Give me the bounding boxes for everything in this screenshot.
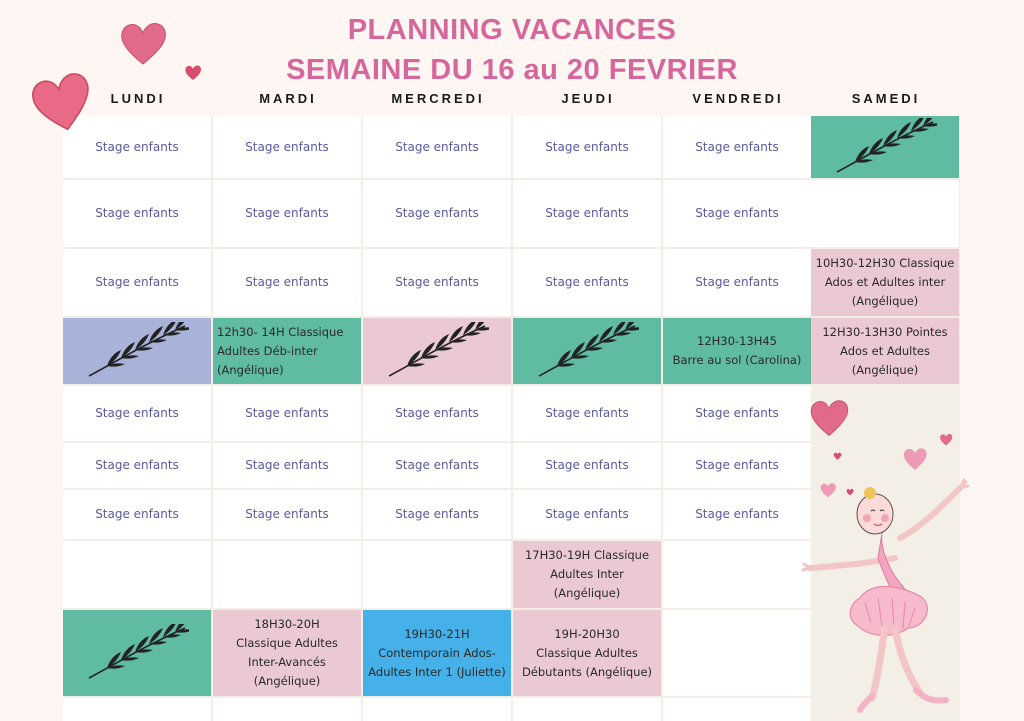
class-slot-line: Inter-Avancés [248,655,326,669]
class-slot-line: Barre au sol (Carolina) [672,353,802,367]
schedule-cell-mardi [213,116,361,178]
day-header-vendredi: VENDREDI [692,91,784,106]
schedule-cell-mardi [213,180,361,247]
page-title: PLANNING VACANCES [347,14,677,46]
class-slot-line: (Angélique) [253,674,321,688]
decorative-cell-samedi [811,116,959,178]
schedule-cell-mardi [213,443,361,488]
class-slot-line: (Angélique) [217,362,284,377]
stage-label: Stage enfants [545,275,629,289]
heart-icon [902,446,928,472]
empty-cell-mardi [213,541,361,608]
schedule-cell-vendredi [663,443,811,488]
schedule-cell-vendredi [663,249,811,316]
heart-icon [833,452,842,460]
schedule-cell-mardi [213,490,361,539]
leaf-branch-icon [535,322,639,380]
empty-cell-lundi [63,698,211,721]
class-slot-line: Ados et Adultes [840,343,930,358]
schedule-cell-jeudi [513,443,661,488]
stage-label: Stage enfants [245,206,329,220]
class-slot-line: Classique Adultes [236,636,338,650]
schedule-cell-vendredi [663,490,811,539]
empty-cell-jeudi [513,698,661,721]
schedule-cell-jeudi [513,490,661,539]
class-slot-mardi-midi [213,318,361,384]
stage-label: Stage enfants [695,458,779,472]
stage-label: Stage enfants [395,458,479,472]
empty-cell-vendredi [663,610,811,696]
decorative-cell-lundi [63,318,211,384]
stage-label: Stage enfants [245,406,329,420]
class-slot-mardi-soir [213,610,361,696]
heart-icon [184,64,202,81]
schedule-cell-jeudi [513,180,661,247]
class-slot-line: 17H30-19H Classique [524,548,650,562]
schedule-cell-mercredi [363,180,511,247]
class-slot-line: (Angélique) [553,586,621,600]
stage-label: Stage enfants [695,507,779,521]
class-slot-line: 12h30- 14H Classique [217,324,344,339]
schedule-cell-lundi [63,249,211,316]
schedule-cell-mercredi [363,443,511,488]
stage-label: Stage enfants [95,406,179,420]
decorative-cell-mercredi [363,318,511,384]
class-slot-line: 12H30-13H45 [697,334,777,348]
empty-cell-lundi [63,541,211,608]
stage-label: Stage enfants [695,139,779,154]
class-slot-vendredi-midi [663,318,811,384]
schedule-cell-mercredi [363,249,511,316]
class-slot-line: Ados et Adultes inter [824,275,946,289]
leaf-branch-icon [385,322,489,380]
schedule-cell-vendredi [663,116,811,178]
schedule-cell-lundi [63,386,211,441]
class-slot-samedi-matin [811,249,959,316]
heart-icon [939,433,953,446]
stage-label: Stage enfants [695,275,779,289]
class-slot-line: 19H-20H30 [554,626,620,641]
class-slot-line: Adultes Inter 1 (Juliette) [368,664,506,679]
stage-label: Stage enfants [245,139,329,154]
class-slot-jeudi-soir [513,610,661,696]
schedule-cell-mercredi [363,116,511,178]
stage-label: Stage enfants [95,139,179,154]
day-header-mercredi: MERCREDI [391,91,485,106]
schedule-cell-mercredi [363,386,511,441]
schedule-cell-mercredi [363,490,511,539]
stage-label: Stage enfants [395,139,479,154]
stage-label: Stage enfants [245,275,329,289]
leaf-branch-icon [85,322,189,380]
schedule-cell-lundi [63,180,211,247]
stage-label: Stage enfants [395,275,479,289]
stage-label: Stage enfants [395,206,479,220]
stage-label: Stage enfants [695,406,779,420]
schedule-cell-jeudi [513,249,661,316]
stage-label: Stage enfants [395,406,479,420]
class-slot-line: 19H30-21H [404,626,470,641]
empty-cell-vendredi [663,698,811,721]
schedule-cell-jeudi [513,386,661,441]
stage-label: Stage enfants [95,206,179,220]
day-header-jeudi: JEUDI [561,91,615,106]
class-slot-line: (Angélique) [851,362,919,377]
leaf-branch-icon [833,118,937,176]
stage-label: Stage enfants [545,139,629,154]
schedule-cell-mardi [213,249,361,316]
class-slot-line: 10H30-12H30 Classique [815,256,955,270]
heart-icon [808,394,850,440]
schedule-cell-mardi [213,386,361,441]
class-slot-line: Classique Adultes [536,645,638,660]
stage-label: Stage enfants [245,507,329,521]
schedule-cell-vendredi [663,180,811,247]
stage-label: Stage enfants [95,458,179,472]
schedule-cell-lundi [63,443,211,488]
stage-label: Stage enfants [545,206,629,220]
stage-label: Stage enfants [245,458,329,472]
class-slot-line: 18H30-20H [254,617,320,631]
empty-cell-mercredi [363,541,511,608]
schedule-cell-jeudi [513,116,661,178]
stage-label: Stage enfants [545,406,629,420]
class-slot-line: Débutants (Angélique) [521,664,653,679]
heart-icon [118,20,168,66]
class-slot-line: (Angélique) [851,294,919,308]
stage-label: Stage enfants [695,206,779,220]
class-slot-mercredi-soir [363,610,511,696]
empty-cell-mercredi [363,698,511,721]
stage-label: Stage enfants [95,275,179,289]
empty-cell-vendredi [663,541,811,608]
schedule-cell-lundi [63,490,211,539]
day-header-samedi: SAMEDI [851,91,921,106]
decorative-cell-lundi [63,610,211,696]
page-subtitle: SEMAINE DU 16 au 20 FEVRIER [286,54,738,86]
class-slot-line: Contemporain Ados- [378,645,496,660]
decorative-cell-jeudi [513,318,661,384]
class-slot-samedi-midi [811,318,959,384]
empty-cell-mardi [213,698,361,721]
stage-label: Stage enfants [545,458,629,472]
leaf-branch-icon [85,624,189,682]
heart-icon [30,70,94,136]
class-slot-jeudi-17h [513,541,661,608]
class-slot-line: Adultes Inter [550,567,624,581]
stage-label: Stage enfants [545,507,629,521]
schedule-cell-vendredi [663,386,811,441]
day-header-lundi: LUNDI [110,91,166,106]
day-header-mardi: MARDI [259,91,317,106]
stage-label: Stage enfants [95,507,179,521]
class-slot-line: 12H30-13H30 Pointes [822,324,948,339]
stage-label: Stage enfants [395,507,479,521]
class-slot-line: Adultes Déb-inter [217,343,318,358]
ballerina-illustration [800,478,975,721]
empty-cell-samedi [811,180,959,247]
